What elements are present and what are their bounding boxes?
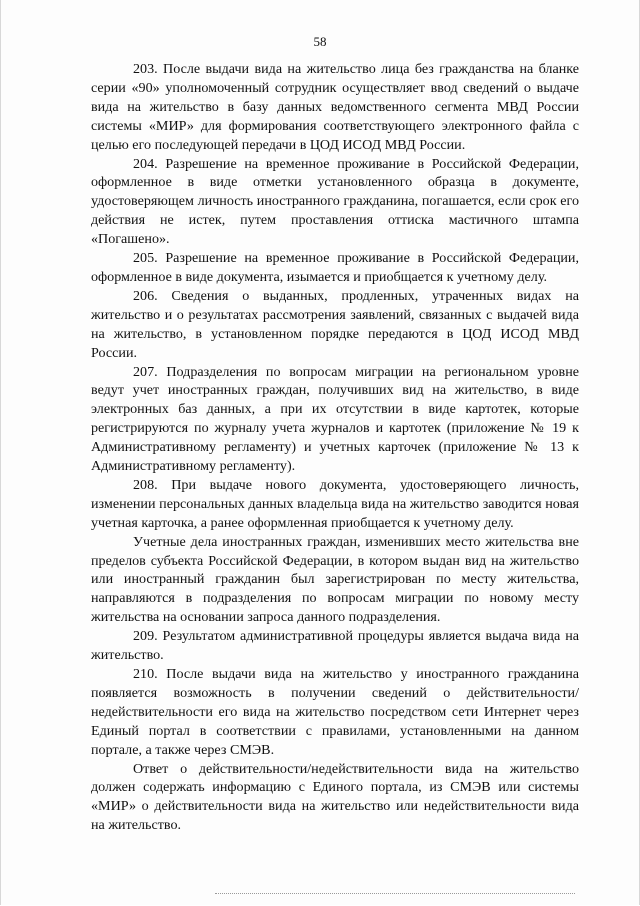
paragraph-203: 203. После выдачи вида на жительство лица без гражданства на бланке серии «90» уполномоченный сотрудник осуществляет ввод сведений о выдаче вида на жительство в базу данных ведомственного сегмента МВД России системы «МИР» для формирования соответствующего электронного файла с целью его последующей передачи в ЦОД ИСОД МВД России.: [91, 61, 579, 153]
page-number: 58: [313, 34, 327, 49]
scan-edge-mark: [215, 893, 575, 906]
paragraph-209: 209. Результатом административной процедуры является выдача вида на жительство.: [91, 628, 579, 664]
paragraph-210: 210. После выдачи вида на жительство у иностранного гражданина появляется возможность в получении сведений о действительности/недействительности его вида на жительство посредством сети Интернет через Единый портал в соответствии с правилами, установленными на данном портале, а также через СМЭВ.: [91, 666, 579, 758]
paragraph-208: 208. При выдаче нового документа, удостоверяющего личность, изменении персональных данных владельца вида на жительство заводится новая учетная карточка, а ранее оформленная приобщается к учетному делу.: [91, 476, 579, 531]
paragraph-205: 205. Разрешение на временное проживание в Российской Федерации, оформленное в виде документа, изымается и приобщается к учетному делу.: [91, 250, 579, 285]
paragraph-204: 204. Разрешение на временное проживание в Российской Федерации, оформленное в виде отметки установленного образца в документе, удостоверяющем личность иностранного гражданина, погашается, если срок его действия не истек, путем проставления оттиска мастичного штампа «Погашено».: [91, 155, 579, 248]
paragraph-206: 206. Сведения о выданных, продленных, утраченных видах на жительство и о результатах рассмотрения заявлений, связанных с выдачей вида на жительство, в установленном порядке передаются в ЦОД ИСОД МВД России.: [91, 287, 579, 361]
paragraph-210-continuation: Ответ о действительности/недействительности вида на жительство должен содержать информацию с Единого портала, из СМЭВ или системы «МИР» о действительности вида на жительство или недействительности вида на жительство.: [91, 760, 579, 834]
paragraph-207: 207. Подразделения по вопросам миграции на региональном уровне ведут учет иностранных граждан, получивших вид на жительство, в виде электронных баз данных, а при их отсутствии в виде картотек, которые регистрируются по журналу учета журналов и картотек (приложение № 19 к Административному регламенту) и учетных карточек (приложение № 13 к Административному регламенту).: [91, 363, 579, 475]
document-body: [91, 60, 579, 835]
paragraph-208-continuation: Учетные дела иностранных граждан, изменивших место жительства вне пределов субъекта Российской Федерации, в котором выдан вид на жительство или иностранный гражданин был зарегистрирован по месту жительства, направляются в подразделения по вопросам миграции по новому месту жительства на основании запроса данного подразделения.: [91, 533, 579, 626]
